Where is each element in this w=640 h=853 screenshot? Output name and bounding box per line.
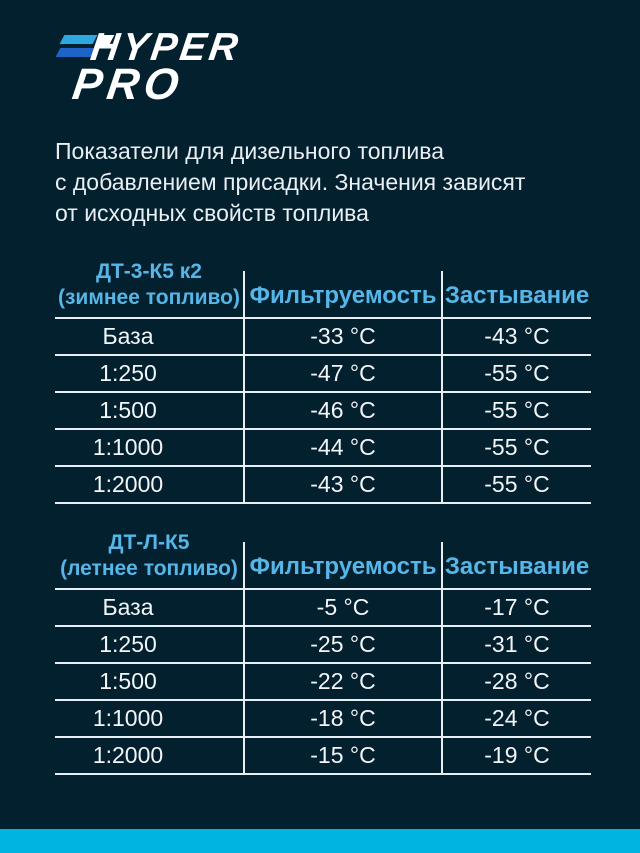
- table-row: [55, 391, 591, 428]
- fuel-type-header: [55, 530, 243, 588]
- pour-point-cell: -24 °C: [441, 701, 591, 736]
- dilution-cell: База: [102, 323, 154, 349]
- pour-point-cell: -55 °C: [441, 356, 591, 391]
- table-row: [55, 625, 591, 662]
- intro-line: с добавлением присадки. Значения зависят: [55, 169, 526, 195]
- table-row: [55, 354, 591, 391]
- summer-table-body: [55, 588, 591, 775]
- pour-point-cell: -55 °C: [441, 430, 591, 465]
- intro-text: [55, 136, 595, 229]
- filterability-cell: -5 °C: [243, 590, 441, 625]
- filterability-cell: -22 °C: [243, 664, 441, 699]
- pour-point-cell: -43 °C: [441, 319, 591, 354]
- fuel-name: ДТ-Л-К5: [108, 531, 190, 554]
- dilution-cell: 1:1000: [92, 434, 164, 460]
- table-row: [55, 465, 591, 502]
- dilution-cell: 1:500: [99, 668, 157, 694]
- summer-fuel-table: [55, 521, 591, 775]
- intro-line: от исходных свойств топлива: [55, 200, 369, 226]
- dilution-cell: 1:2000: [92, 742, 164, 768]
- filterability-cell: -43 °C: [243, 467, 441, 502]
- table-row: [55, 736, 591, 773]
- table-row: [55, 428, 591, 465]
- fuel-subtitle: (зимнее топливо): [58, 286, 240, 309]
- logo-text-pro: PRO: [69, 60, 187, 109]
- table-row: [55, 662, 591, 699]
- winter-fuel-table: [55, 250, 591, 504]
- pour-point-cell: -55 °C: [441, 393, 591, 428]
- pour-point-cell: -17 °C: [441, 590, 591, 625]
- filterability-cell: -18 °C: [243, 701, 441, 736]
- pour-point-cell: -31 °C: [441, 627, 591, 662]
- dilution-cell: 1:250: [99, 631, 157, 657]
- table-row: [55, 699, 591, 736]
- table-row: [55, 319, 591, 354]
- filterability-cell: -15 °C: [243, 738, 441, 773]
- pour-point-cell: -28 °C: [441, 664, 591, 699]
- filterability-cell: -44 °C: [243, 430, 441, 465]
- dilution-cell: 1:250: [99, 360, 157, 386]
- pour-point-cell: -19 °C: [441, 738, 591, 773]
- table-row: [55, 590, 591, 625]
- intro-line: Показатели для дизельного топлива: [55, 138, 444, 164]
- dilution-cell: 1:500: [99, 397, 157, 423]
- hyperpro-logo: [55, 26, 315, 110]
- filterability-cell: -46 °C: [243, 393, 441, 428]
- pour-point-header: Застывание: [441, 542, 591, 588]
- fuel-name: ДТ-3-К5 к2: [96, 260, 202, 283]
- pour-point-header: Застывание: [441, 271, 591, 317]
- filterability-cell: -25 °C: [243, 627, 441, 662]
- winter-table-body: [55, 317, 591, 504]
- bottom-accent-bar: [0, 829, 640, 853]
- filterability-cell: -47 °C: [243, 356, 441, 391]
- dilution-cell: 1:2000: [92, 471, 164, 497]
- filterability-header: Фильтруемость: [243, 542, 441, 588]
- fuel-subtitle: (летнее топливо): [60, 557, 238, 580]
- dilution-cell: 1:1000: [92, 705, 164, 731]
- filterability-cell: -33 °C: [243, 319, 441, 354]
- summer-table-header: [55, 521, 591, 588]
- filterability-header: Фильтруемость: [243, 271, 441, 317]
- pour-point-cell: -55 °C: [441, 467, 591, 502]
- dilution-cell: База: [102, 594, 154, 620]
- logo-text-hyper: HYPER: [87, 26, 244, 69]
- winter-table-header: [55, 250, 591, 317]
- fuel-type-header: [55, 259, 243, 317]
